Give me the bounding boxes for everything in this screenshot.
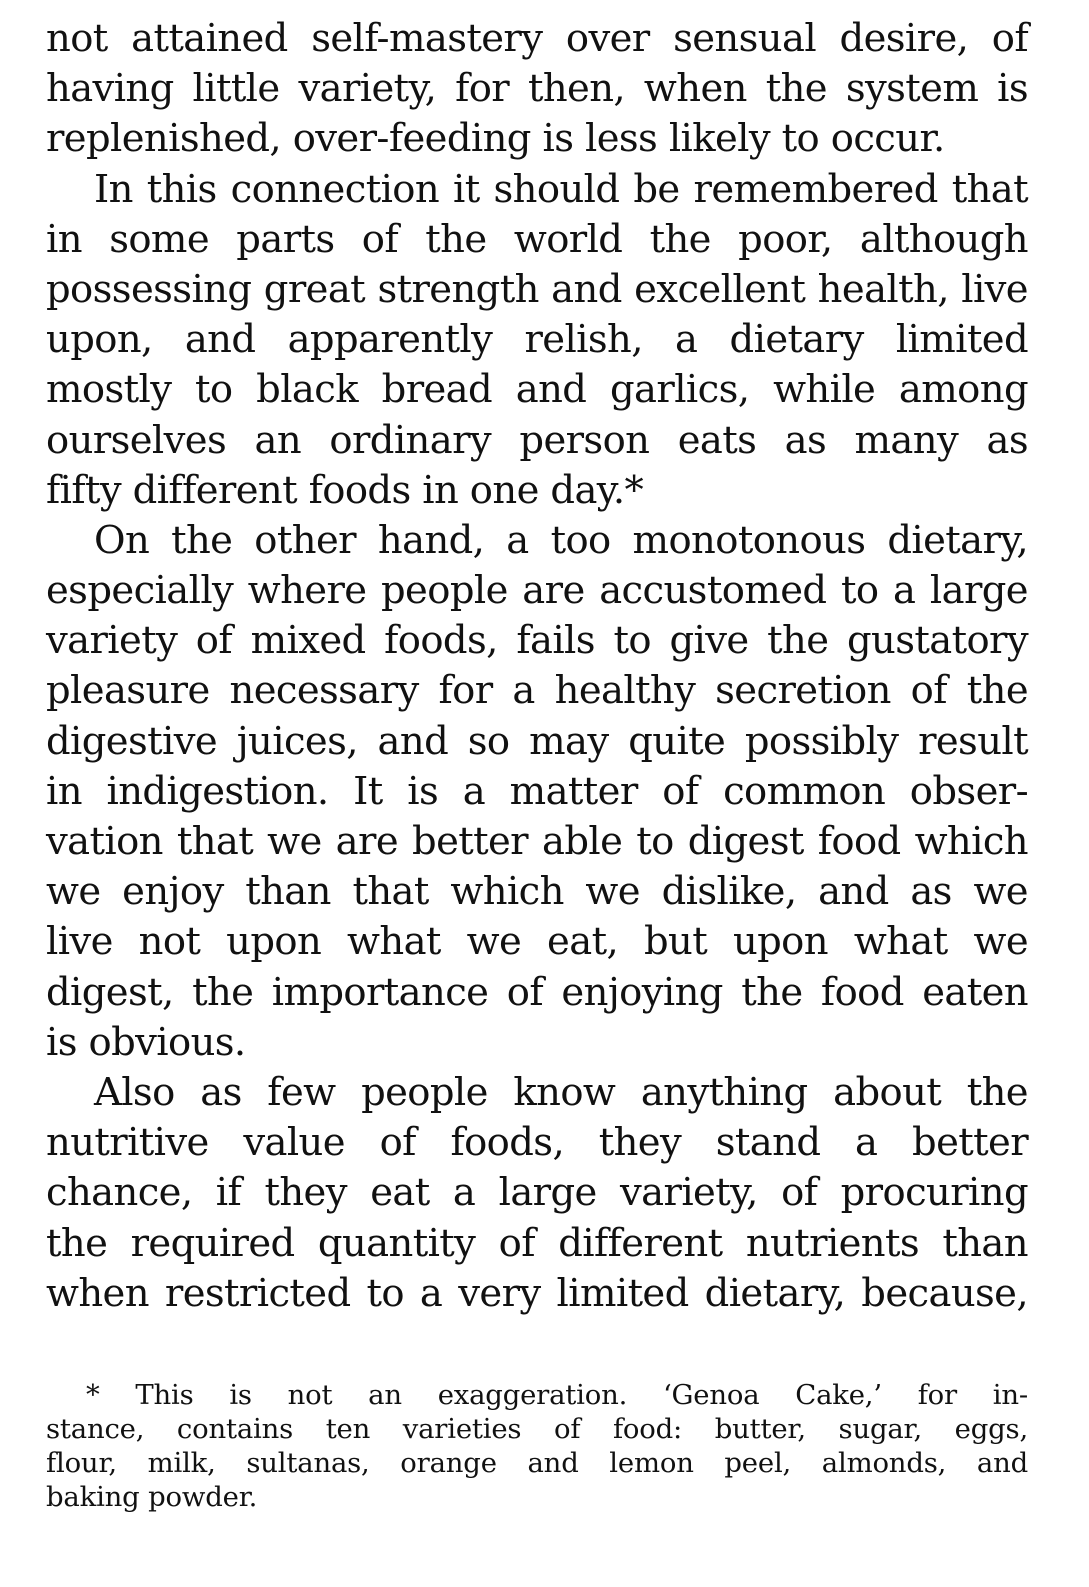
body-line: having little variety, for then, when the system is [46, 66, 1028, 112]
body-line: replenished, over-feeding is less likely to occur. [46, 116, 945, 162]
body-line: in some parts of the world the poor, although [46, 216, 1028, 262]
body-line: the required quantity of different nutrients than [46, 1220, 1028, 1266]
body-line: pleasure necessary for a healthy secretion of the [46, 668, 1028, 714]
body-line: possessing great strength and excellent health, live [46, 266, 1028, 312]
footnote-line: stance, contains ten varieties of food: butter, sugar, eggs, [46, 1413, 1028, 1445]
body-text [46, 14, 1028, 1319]
body-line: ourselves an ordinary person eats as many as [46, 417, 1028, 463]
footnote-line: flour, milk, sultanas, orange and lemon peel, almonds, and [46, 1447, 1028, 1479]
footnote-line: * This is not an exaggeration. ‘Genoa Cake,’ for in- [86, 1379, 1028, 1411]
body-line: On the other hand, a too monotonous dietary, [94, 517, 1028, 563]
body-line: when restricted to a very limited dietary, because, [46, 1270, 1028, 1316]
body-line: especially where people are accustomed to a large [46, 568, 1028, 614]
body-line: fifty different foods in one day.* [46, 467, 644, 513]
body-line: we enjoy than that which we dislike, and as we [46, 869, 1028, 915]
body-line: digest, the importance of enjoying the food eaten [46, 969, 1028, 1015]
footnote-line: baking powder. [46, 1481, 258, 1513]
body-line: chance, if they eat a large variety, of procuring [46, 1170, 1028, 1216]
body-line: variety of mixed foods, fails to give the gustatory [46, 618, 1028, 664]
body-line: mostly to black bread and garlics, while among [46, 367, 1028, 413]
body-line: not attained self-mastery over sensual desire, of [46, 16, 1028, 61]
body-line: nutritive value of foods, they stand a better [46, 1120, 1028, 1166]
body-line: digestive juices, and so may quite possibly result [46, 718, 1028, 764]
footnote [46, 1378, 1028, 1514]
body-line: Also as few people know anything about the [94, 1069, 1028, 1115]
body-line: upon, and apparently relish, a dietary limited [46, 317, 1028, 363]
body-line: in indigestion. It is a matter of common obser- [46, 768, 1028, 814]
body-line: is obvious. [46, 1019, 246, 1065]
body-line: In this connection it should be remembered that [94, 166, 1028, 212]
body-line: vation that we are better able to digest food which [46, 819, 1028, 864]
body-line: live not upon what we eat, but upon what we [46, 919, 1028, 965]
